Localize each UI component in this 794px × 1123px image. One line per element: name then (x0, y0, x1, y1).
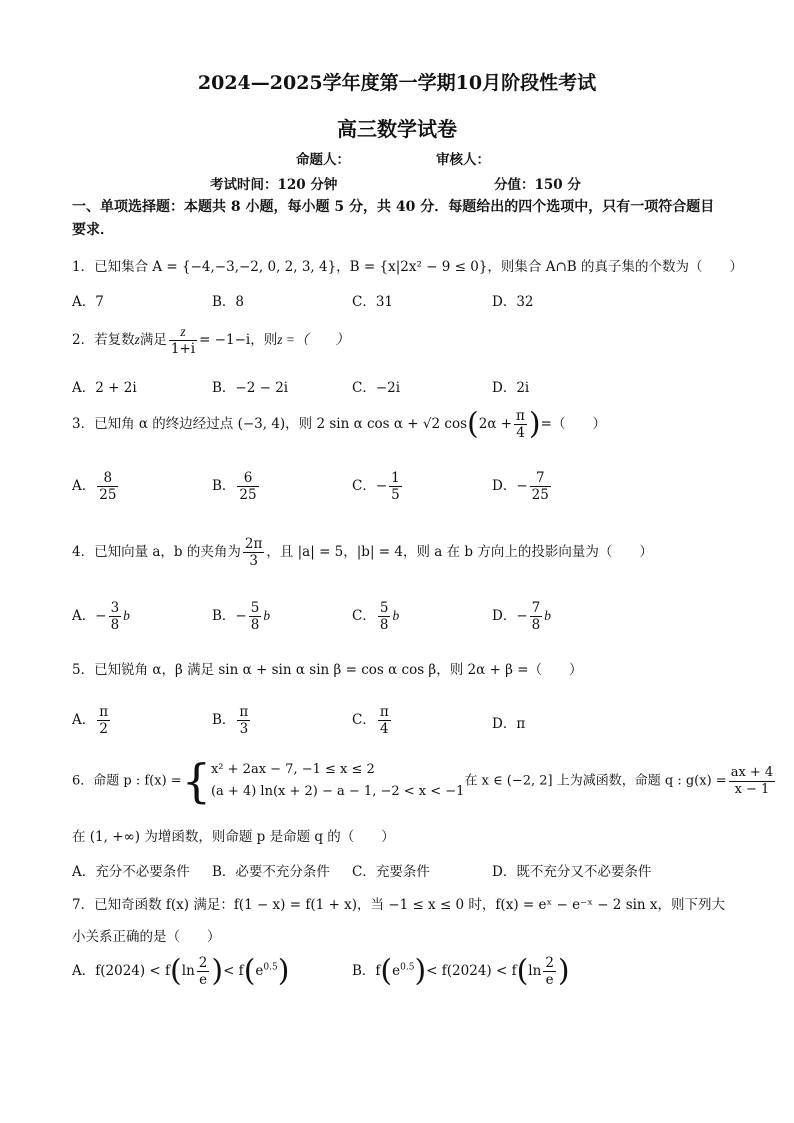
q2-fraction (169, 324, 197, 357)
q4-option-d: D．− $\frac{7}{8}$ b (492, 600, 551, 633)
reviewer-label: 审核人： (436, 152, 490, 168)
exam-title: 2024—2025学年度第一学期10月阶段性考试 (197, 72, 597, 94)
question-7: 7．已知奇函数 f(x) 满足：f(1 − x) = f(1 + x)，当 −1 ≤ x ≤ 0 时，f(x) = eˣ − e⁻ˣ − 2 sin x，则下列大 (72, 897, 726, 913)
question-4: 4．已知向量 a，b 的夹角为 $\frac{2\pi}{3}$ ，且 |a| = 5，|b| = 4，则 a 在 b 方向上的投影向量为（ ） (72, 536, 653, 569)
q5-option-a: A． $\frac{\pi}{2}$ (72, 704, 109, 737)
q2-option-c: C．−2i (352, 380, 401, 396)
q3-option-a: A． $\frac{8}{25}$ (72, 470, 117, 503)
q1-option-d: D．32 (492, 294, 534, 310)
section-heading: 一、单项选择题：本题共 8 小题，每小题 5 分，共 40 分．每题给出的四个选项中，只有一项符合题目要求． (72, 199, 715, 238)
q2-tail: z =（ ） (277, 332, 349, 347)
q7-option-a: A．f(2024) < f(ln $\frac{2}{e}$ )< $f(e^{0.5})$ (72, 953, 290, 989)
q2-option-a: A．2 + 2i (72, 380, 137, 396)
q2-rest: = −1−i，则 (199, 332, 278, 348)
q3-tail: =（ ） (540, 416, 606, 432)
question-2 (72, 324, 732, 357)
q5-option-d: D．π (492, 716, 526, 732)
q3-pi-over-4: $\frac{\pi}{4}$ (516, 408, 525, 441)
q6-option-b: B．必要不充分条件 (212, 864, 330, 880)
q4-option-a: A．− $\frac{3}{8}$ b (72, 600, 130, 633)
q2-mid: 满足 (139, 332, 167, 348)
q6-option-d: D．既不充分又不必要条件 (492, 864, 652, 880)
q5-option-b: B． $\frac{\pi}{3}$ (212, 704, 249, 737)
q3-option-d: D．− $\frac{7}{25}$ (492, 470, 549, 503)
question-7-line2: 小关系正确的是（ ） (72, 929, 221, 945)
q1-option-c: C．31 (352, 294, 394, 310)
q6-g-fraction: $\frac{ax + 4}{x - 1}$ (730, 764, 774, 797)
q6-piecewise: x² + 2ax − 7, −1 ≤ x ≤ 2 (a + 4) ln(x + 2) − a − 1, −2 < x < −1 (210, 762, 465, 799)
score-label: 分值：150 分 (494, 177, 581, 193)
q2-option-d: D．2i (492, 380, 530, 396)
q2-option-b: B．−2 − 2i (212, 380, 289, 396)
q2-frac-num: z (169, 324, 197, 341)
q2-var: z (134, 332, 140, 347)
q3-option-b: B． $\frac{6}{25}$ (212, 470, 257, 503)
q2-frac-den: 1+i (170, 341, 196, 357)
q6-option-a: A．充分不必要条件 (72, 864, 190, 880)
q4-option-c: C． $\frac{5}{8}$ b (352, 600, 400, 633)
q6-option-c: C．充要条件 (352, 864, 430, 880)
q1-option-a: A．7 (72, 294, 104, 310)
time-label: 考试时间：120 分钟 (210, 177, 338, 193)
question-6: 6．命题 p : f(x) ={ x² + 2ax − 7, −1 ≤ x ≤ 2 (a + 4) ln(x + 2) − a − 1, −2 < x < −1 在 x ∈ (−2, 2] 上为减函数，命题 q : g(x) = $\frac{ax + 4}{x - 1}$ (72, 754, 774, 808)
q2-prefix: 2．若复数 (72, 332, 135, 348)
q4-option-b: B．− $\frac{5}{8}$ b (212, 600, 271, 633)
exam-subtitle: 高三数学试卷 (337, 117, 457, 141)
q1-option-b: B．8 (212, 294, 245, 310)
question-5: 5．已知锐角 α，β 满足 sin α + sin α sin β = cos α cos β，则 2α + β =（ ） (72, 662, 583, 678)
q4-angle: $\frac{2\pi}{3}$ (244, 536, 263, 569)
q7-option-b: B．$f(e^{0.5})< f(2024) < f(\ln$ $\frac{2}{e}$ ) (352, 953, 570, 989)
setter-label: 命题人： (296, 152, 350, 168)
q3-option-c: C．− $\frac{1}{5}$ (352, 470, 400, 503)
question-6-line2: 在 (1, +∞) 为增函数，则命题 p 是命题 q 的（ ） (72, 829, 395, 845)
q3-inner: 2α + (478, 416, 513, 432)
question-1: 1．已知集合 A = {−4,−3,−2, 0, 2, 3, 4}，B = {x|2x² − 9 ≤ 0}，则集合 A∩B 的真子集的个数为（ ） (72, 259, 743, 275)
question-3: 3．已知角 α 的终边经过点 (−3, 4)，则 2 sin α cos α + √2 cos(2α + $\frac{\pi}{4}$ )=（ ） (72, 406, 606, 442)
q3-text: 3．已知角 α 的终边经过点 (−3, 4)，则 2 sin α cos α + √2 cos (72, 416, 468, 432)
q5-option-c: C． $\frac{\pi}{4}$ (352, 704, 389, 737)
